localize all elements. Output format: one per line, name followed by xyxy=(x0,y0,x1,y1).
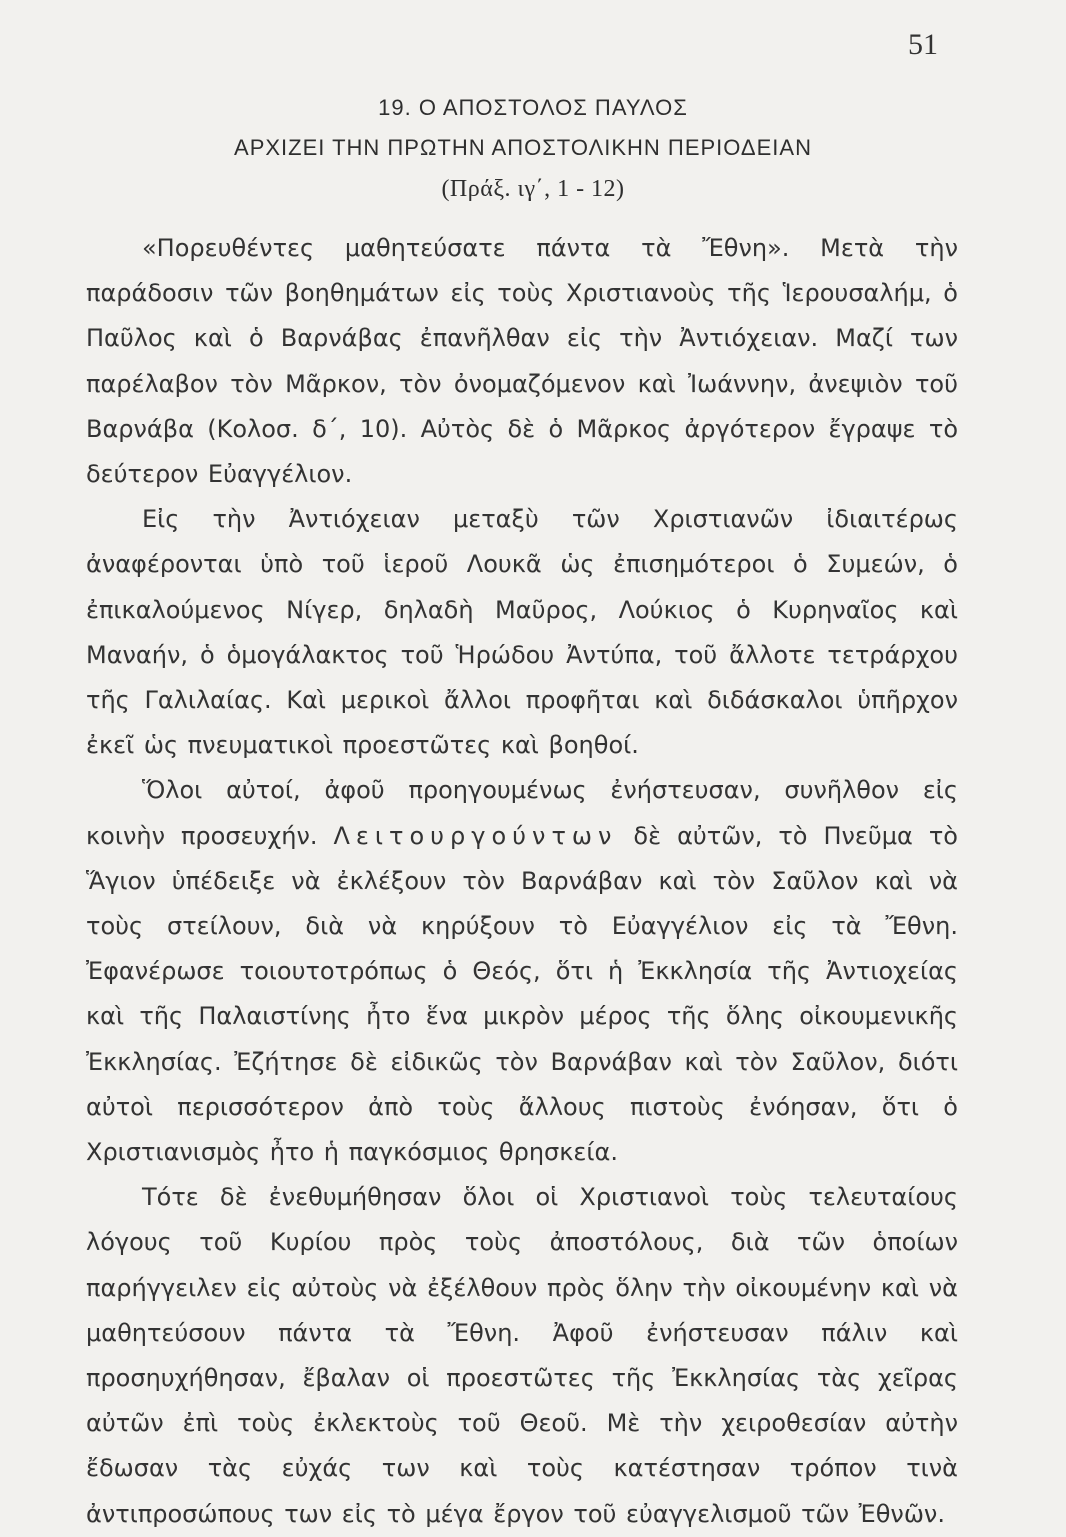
paragraph-4: Τότε δὲ ἐνεθυμήθησαν ὅλοι οἱ Χριστιανοὶ τοὺς τελευταίους λόγους τοῦ Κυρίου πρὸς τοὺς ἀποστόλους, διὰ τῶν ὁποίων παρήγγειλεν εἰς αὐτοὺς νὰ ἐξέλθουν πρὸς ὅλην τὴν οἰκουμένην καὶ νὰ μαθητεύσουν πάντα τὰ Ἔθνη. Ἀφοῦ ἐνήστευσαν πάλιν καὶ προσηυχήθησαν, ἔβαλαν οἱ προεστῶτες τῆς Ἐκκλησίας τὰς χεῖρας αὐτῶν ἐπὶ τοὺς ἐκλεκτοὺς τοῦ Θεοῦ. Μὲ τὴν χειροθεσίαν αὐτὴν ἔδωσαν τὰς εὐχάς των καὶ τοὺς κατέστησαν τρόπον τινὰ ἀντιπροσώπους των εἰς τὸ μέγα ἔργον τοῦ εὐαγγελισμοῦ τῶν Ἐθνῶν. xyxy=(86,1183,958,1528)
chapter-title: 19. Ο ΑΠΟΣΤΟΛΟΣ ΠΑΥΛΟΣ xyxy=(378,95,688,120)
page-number: 51 xyxy=(908,28,938,61)
chapter-subtitle: ΑΡΧΙΖΕΙ ΤΗΝ ΠΡΩΤΗΝ ΑΠΟΣΤΟΛΙΚΗΝ ΠΕΡΙΟΔΕΙΑΝ xyxy=(234,135,812,160)
paragraph-1: «Πορευθέντες μαθητεύσατε πάντα τὰ Ἔθνη». Μετὰ τὴν παράδοσιν τῶν βοηθημάτων εἰς τοὺς Χριστιανοὺς τῆς Ἱερουσαλήμ, ὁ Παῦλος καὶ ὁ Βαρνάβας ἐπανῆλθαν εἰς τὴν Ἀντιόχειαν. Μαζί των παρέλαβον τὸν Μᾶρκον, τὸν ὀνομαζόμενον καὶ Ἰωάννην, ἀνεψιὸν τοῦ Βαρνάβα (Κολοσ. δ΄, 10). Αὐτὸς δὲ ὁ Μᾶρκος ἀργότερον ἔγραψε τὸ δεύτερον Εὐαγγέλιον. xyxy=(86,234,958,489)
paragraph-3-intro: Ὅλοι αὐτοί, ἀφοῦ προηγουμένως ἐνήστευσαν, συνῆλθον εἰς κοινὴν προσευχήν. xyxy=(86,776,958,850)
paragraph-3 xyxy=(86,768,958,1175)
body-text xyxy=(86,226,958,1537)
scripture-reference: (Πράξ. ιγ΄, 1 - 12) xyxy=(441,176,625,202)
emphasized-word: Λειτουργούντων xyxy=(333,821,618,850)
paragraph-3-rest: δὲ αὐτῶν, τὸ Πνεῦμα τὸ Ἅγιον ὑπέδειξε νὰ ἐκλέξουν τὸν Βαρνάβαν καὶ τὸν Σαῦλον καὶ νὰ τοὺς στείλουν, διὰ νὰ κηρύξουν τὸ Εὐαγγέλιον εἰς τὰ Ἔθνη. Ἐφανέρωσε τοιουτοτρόπως ὁ Θεός, ὅτι ἡ Ἐκκλησία τῆς Ἀντιοχείας καὶ τῆς Παλαιστίνης ἦτο ἕνα μικρὸν μέρος τῆς ὅλης οἰκουμενικῆς Ἐκκλησίας. Ἐζήτησε δὲ εἰδικῶς τὸν Βαρνάβαν καὶ τὸν Σαῦλον, διότι αὐτοὶ περισσότερον ἀπὸ τοὺς ἄλλους πιστοὺς ἐνόησαν, ὅτι ὁ Χριστιανισμὸς ἦτο ἡ παγκόσμιος θρησκεία. xyxy=(86,821,958,1167)
paragraph-2: Εἰς τὴν Ἀντιόχειαν μεταξὺ τῶν Χριστιανῶν ἰδιαιτέρως ἀναφέρονται ὑπὸ τοῦ ἱεροῦ Λουκᾶ ὡς ἐπισημότεροι ὁ Συμεών, ὁ ἐπικαλούμενος Νίγερ, δηλαδὴ Μαῦρος, Λούκιος ὁ Κυρηναῖος καὶ Μαναήν, ὁ ὁμογάλακτος τοῦ Ἡρώδου Ἀντύπα, τοῦ ἄλλοτε τετράρχου τῆς Γαλιλαίας. Καὶ μερικοὶ ἄλλοι προφῆται καὶ διδάσκαλοι ὑπῆρχον ἐκεῖ ὡς πνευματικοὶ προεστῶτες καὶ βοηθοί. xyxy=(86,505,958,760)
